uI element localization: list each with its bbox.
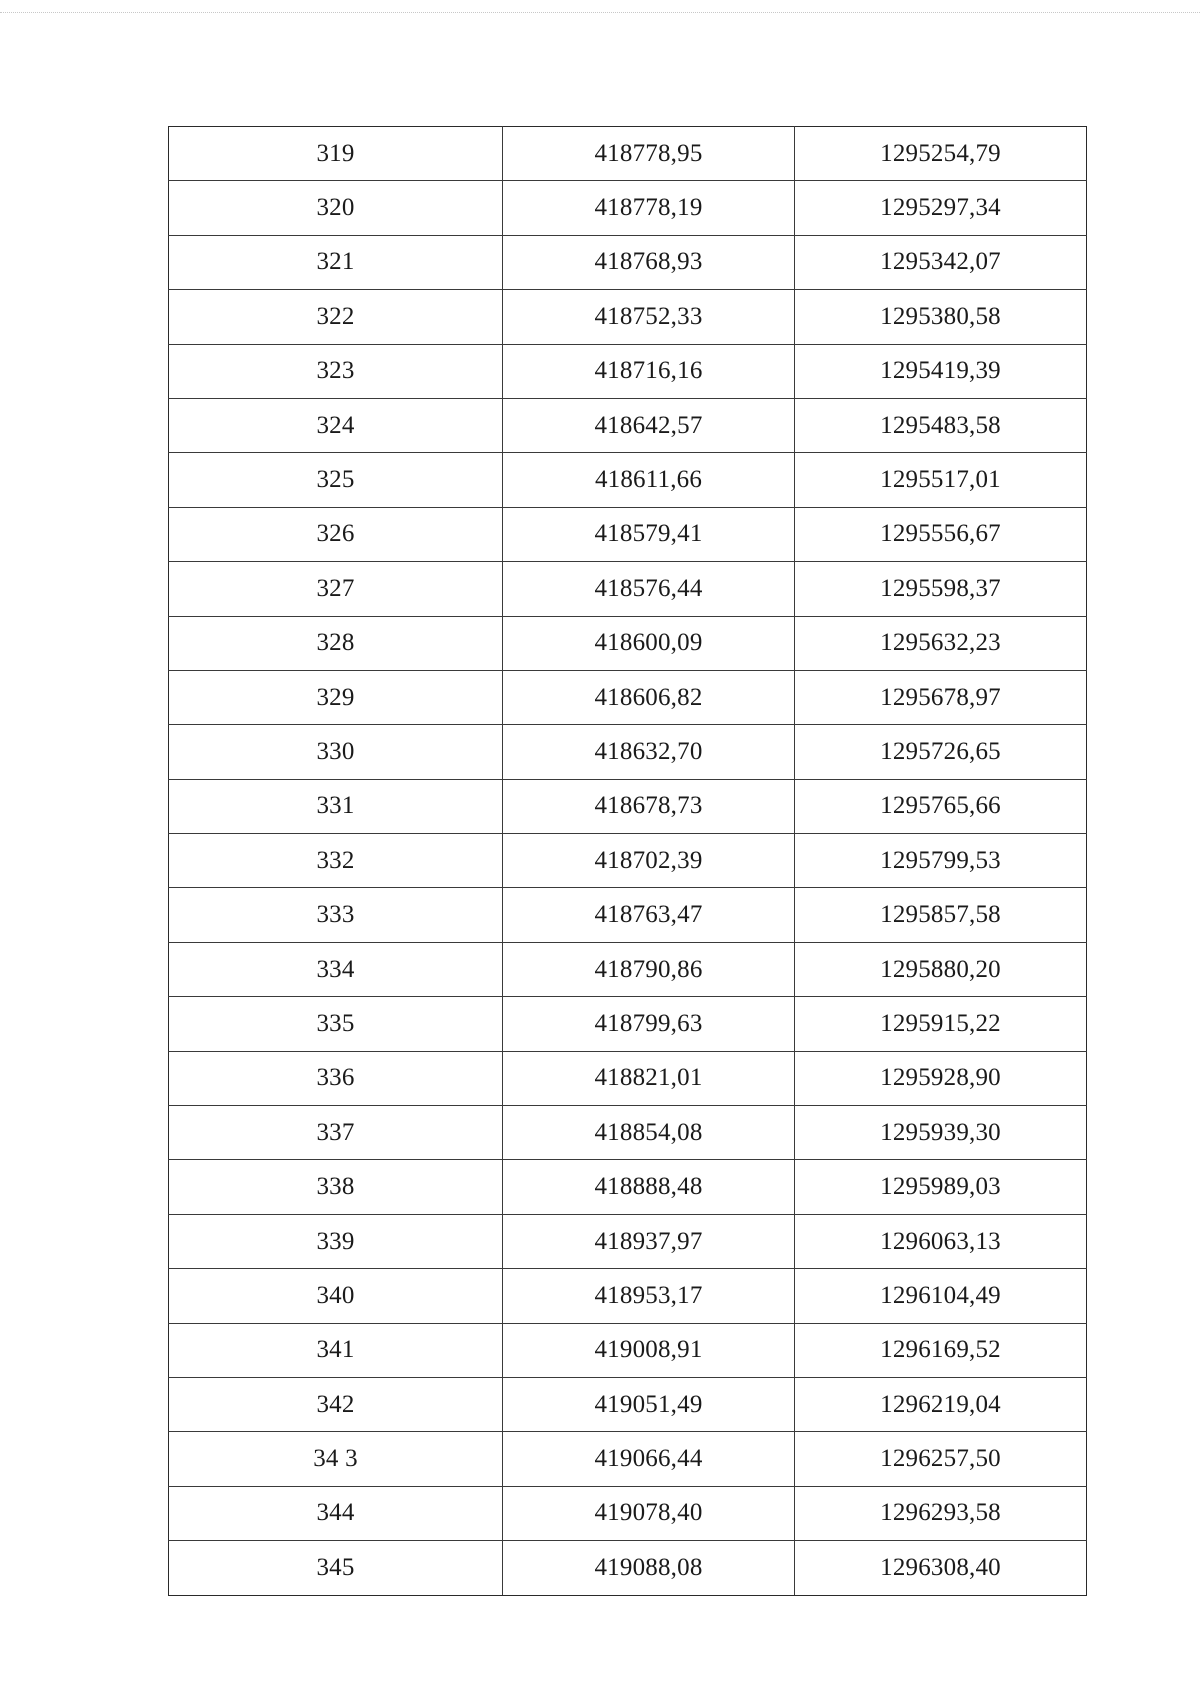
point-number-cell: 342 [169,1377,503,1431]
table-row [169,1377,1087,1431]
table-row [169,1160,1087,1214]
point-number-cell: 332 [169,834,503,888]
y-coordinate-cell: 1295726,65 [795,725,1087,779]
y-coordinate-cell: 1295483,58 [795,398,1087,452]
table-row [169,888,1087,942]
table-row [169,1323,1087,1377]
point-number-cell: 340 [169,1269,503,1323]
table-row [169,997,1087,1051]
y-coordinate-cell: 1295517,01 [795,453,1087,507]
point-number-cell: 322 [169,290,503,344]
point-number-cell: 328 [169,616,503,670]
table-row [169,507,1087,561]
y-coordinate-cell: 1295380,58 [795,290,1087,344]
table-row [169,942,1087,996]
y-coordinate-cell: 1295915,22 [795,997,1087,1051]
point-number-cell: 320 [169,181,503,235]
point-number-cell: 333 [169,888,503,942]
x-coordinate-cell: 419066,44 [503,1432,795,1486]
table-row [169,398,1087,452]
y-coordinate-cell: 1295765,66 [795,779,1087,833]
y-coordinate-cell: 1295939,30 [795,1106,1087,1160]
table-row [169,127,1087,181]
x-coordinate-cell: 418790,86 [503,942,795,996]
coordinates-table-body [169,127,1087,1596]
x-coordinate-cell: 418763,47 [503,888,795,942]
x-coordinate-cell: 418752,33 [503,290,795,344]
table-row [169,834,1087,888]
x-coordinate-cell: 418642,57 [503,398,795,452]
table-row [169,1541,1087,1595]
table-row [169,290,1087,344]
y-coordinate-cell: 1295254,79 [795,127,1087,181]
point-number-cell: 324 [169,398,503,452]
x-coordinate-cell: 418579,41 [503,507,795,561]
x-coordinate-cell: 418888,48 [503,1160,795,1214]
point-number-cell: 338 [169,1160,503,1214]
table-row [169,181,1087,235]
y-coordinate-cell: 1295342,07 [795,235,1087,289]
y-coordinate-cell: 1295799,53 [795,834,1087,888]
x-coordinate-cell: 418821,01 [503,1051,795,1105]
point-number-cell: 323 [169,344,503,398]
y-coordinate-cell: 1296063,13 [795,1214,1087,1268]
y-coordinate-cell: 1295598,37 [795,562,1087,616]
point-number-cell: 321 [169,235,503,289]
point-number-cell: 325 [169,453,503,507]
point-number-cell: 336 [169,1051,503,1105]
x-coordinate-cell: 418799,63 [503,997,795,1051]
table-row [169,1432,1087,1486]
point-number-cell: 326 [169,507,503,561]
table-row [169,453,1087,507]
table-row [169,725,1087,779]
point-number-cell: 34 3 [169,1432,503,1486]
table-row [169,1269,1087,1323]
point-number-cell: 334 [169,942,503,996]
point-number-cell: 329 [169,670,503,724]
point-number-cell: 330 [169,725,503,779]
point-number-cell: 345 [169,1541,503,1595]
x-coordinate-cell: 419051,49 [503,1377,795,1431]
point-number-cell: 327 [169,562,503,616]
y-coordinate-cell: 1295556,67 [795,507,1087,561]
y-coordinate-cell: 1295678,97 [795,670,1087,724]
coordinates-table [168,126,1087,1596]
table-row [169,235,1087,289]
point-number-cell: 344 [169,1486,503,1540]
y-coordinate-cell: 1295297,34 [795,181,1087,235]
x-coordinate-cell: 418600,09 [503,616,795,670]
table-row [169,1486,1087,1540]
point-number-cell: 341 [169,1323,503,1377]
y-coordinate-cell: 1296169,52 [795,1323,1087,1377]
y-coordinate-cell: 1296104,49 [795,1269,1087,1323]
x-coordinate-cell: 419088,08 [503,1541,795,1595]
table-row [169,1106,1087,1160]
table-row [169,1214,1087,1268]
point-number-cell: 331 [169,779,503,833]
y-coordinate-cell: 1296257,50 [795,1432,1087,1486]
x-coordinate-cell: 418632,70 [503,725,795,779]
table-row [169,779,1087,833]
page-edge-rule [0,12,1200,13]
x-coordinate-cell: 419008,91 [503,1323,795,1377]
y-coordinate-cell: 1295989,03 [795,1160,1087,1214]
table-row [169,1051,1087,1105]
y-coordinate-cell: 1296219,04 [795,1377,1087,1431]
x-coordinate-cell: 418702,39 [503,834,795,888]
x-coordinate-cell: 418611,66 [503,453,795,507]
x-coordinate-cell: 418768,93 [503,235,795,289]
table-row [169,670,1087,724]
table-row [169,344,1087,398]
x-coordinate-cell: 418576,44 [503,562,795,616]
x-coordinate-cell: 418778,95 [503,127,795,181]
y-coordinate-cell: 1295632,23 [795,616,1087,670]
x-coordinate-cell: 418937,97 [503,1214,795,1268]
x-coordinate-cell: 418678,73 [503,779,795,833]
x-coordinate-cell: 419078,40 [503,1486,795,1540]
y-coordinate-cell: 1296308,40 [795,1541,1087,1595]
point-number-cell: 339 [169,1214,503,1268]
point-number-cell: 319 [169,127,503,181]
x-coordinate-cell: 418778,19 [503,181,795,235]
y-coordinate-cell: 1295880,20 [795,942,1087,996]
y-coordinate-cell: 1296293,58 [795,1486,1087,1540]
y-coordinate-cell: 1295928,90 [795,1051,1087,1105]
x-coordinate-cell: 418953,17 [503,1269,795,1323]
y-coordinate-cell: 1295419,39 [795,344,1087,398]
y-coordinate-cell: 1295857,58 [795,888,1087,942]
table-row [169,616,1087,670]
x-coordinate-cell: 418854,08 [503,1106,795,1160]
point-number-cell: 337 [169,1106,503,1160]
x-coordinate-cell: 418716,16 [503,344,795,398]
x-coordinate-cell: 418606,82 [503,670,795,724]
table-row [169,562,1087,616]
point-number-cell: 335 [169,997,503,1051]
